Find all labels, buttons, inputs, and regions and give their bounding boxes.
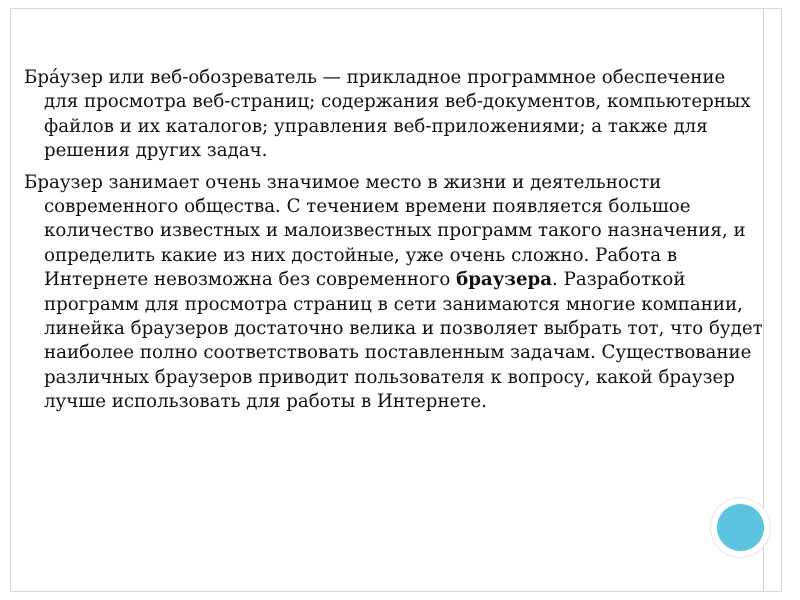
- bold-term-browser: браузера: [456, 269, 553, 291]
- term-browser: Бра́узер: [24, 67, 103, 88]
- paragraph-importance: [24, 171, 764, 415]
- paragraph-definition: [24, 66, 764, 164]
- decorative-circle-icon: [711, 498, 770, 557]
- importance-text-start: Браузер занимает очень значимое место в жизни и деятельности современного общества. С течением времени появляется большое количество известных и малоизвестных программ такого назначения, и определить какие из них достойные, уже очень сложно. Работа в Интернете невозможна без современного: [24, 171, 746, 291]
- definition-text: или веб-обозреватель — прикладное программное обеспечение для просмотра веб-страниц; содержания веб-документов, компьютерных файлов и их каталогов; управления веб-приложениями; а также для решения других задач.: [44, 67, 751, 162]
- importance-text-end: . Разработкой программ для просмотра страниц в сети занимаются многие компании, линейка браузеров достаточно велика и позволяет выбрать тот, что будет наиболее полно соответствовать поставленным задачам. Существование различных браузеров приводит пользователя к вопросу, какой браузер лучше использовать для работы в Интернете.: [44, 269, 763, 413]
- slide-content: [24, 66, 764, 415]
